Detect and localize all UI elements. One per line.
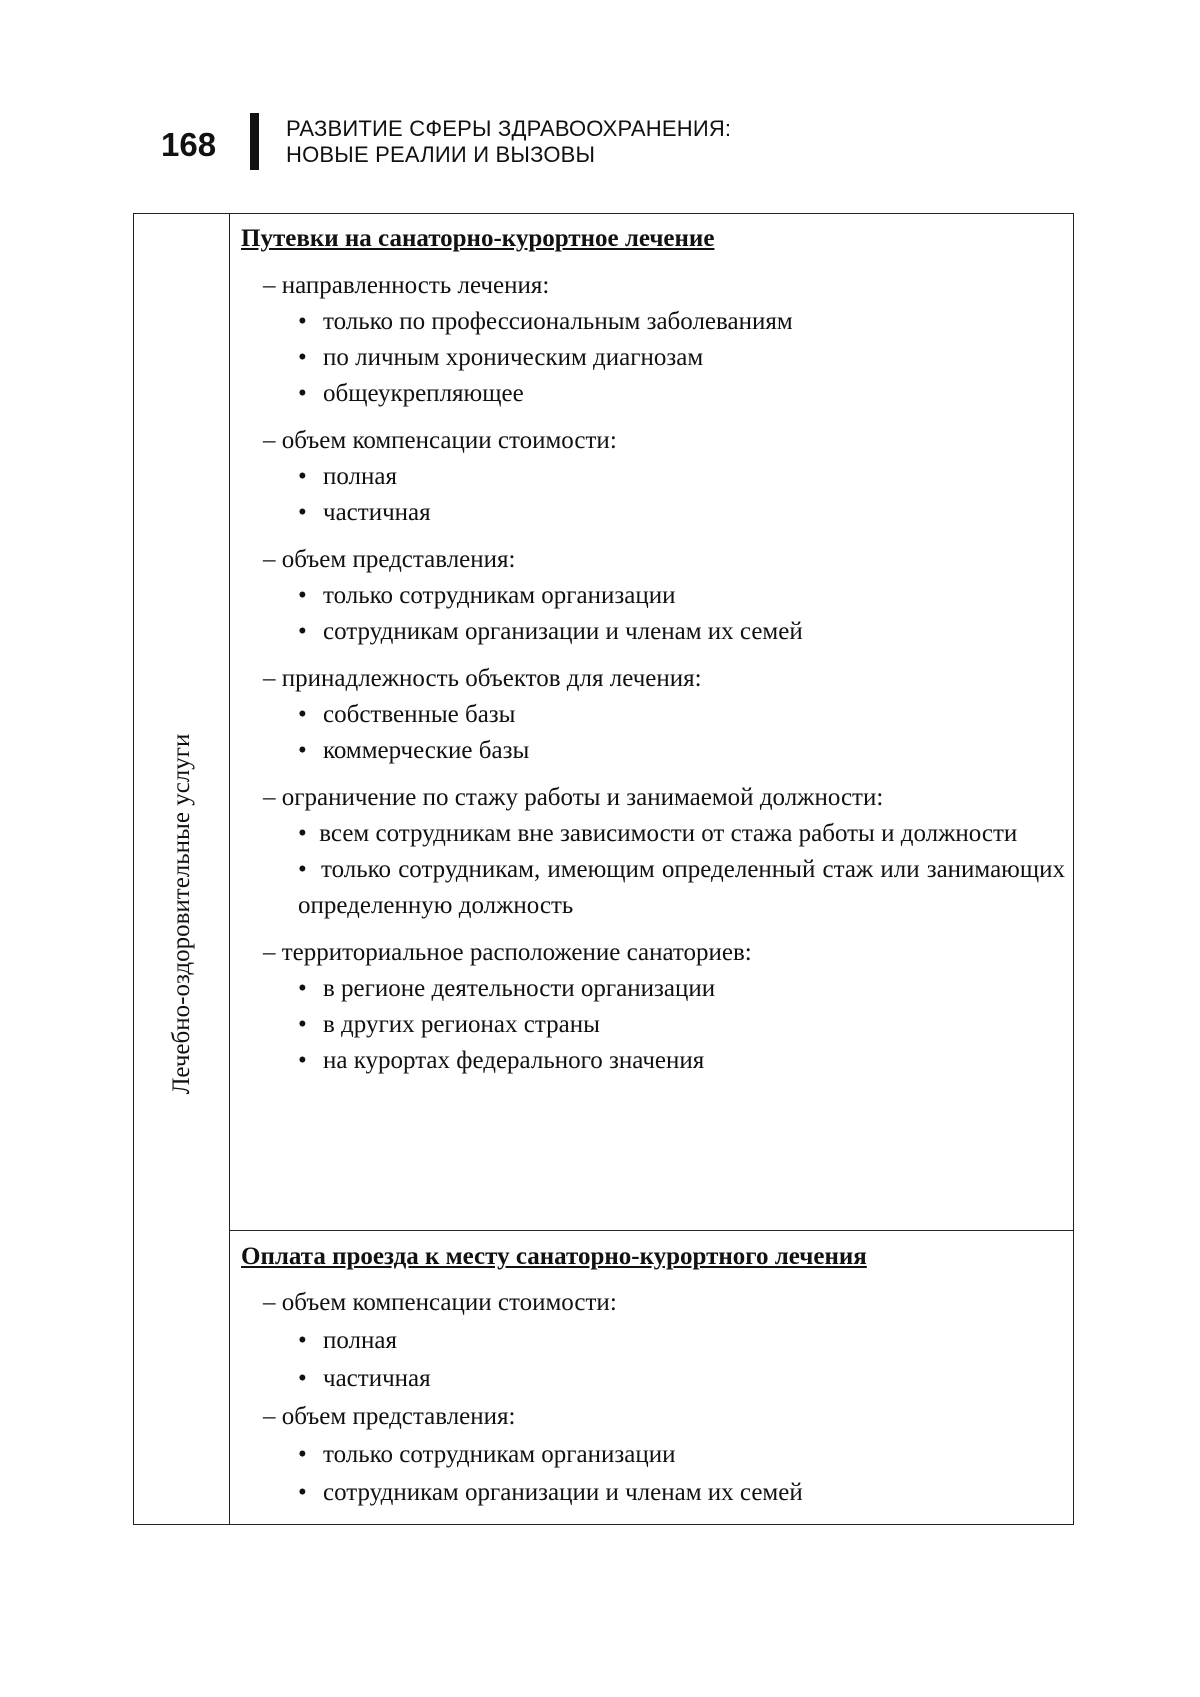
option-text: только сотрудникам организации	[323, 1441, 676, 1468]
bullet-icon: •	[298, 380, 307, 407]
option-list	[241, 971, 1065, 1079]
option-list	[241, 1322, 1065, 1398]
option-text: полная	[323, 1327, 397, 1354]
option-item	[241, 340, 1065, 376]
criterion-group	[241, 268, 1065, 412]
option-item	[241, 816, 1065, 852]
option-item	[241, 1474, 1065, 1512]
option-list	[241, 459, 1065, 531]
bullet-icon: •	[298, 618, 307, 645]
option-item	[241, 1043, 1065, 1079]
option-list	[241, 697, 1065, 769]
option-item	[241, 459, 1065, 495]
bullet-icon: •	[298, 463, 307, 490]
running-title	[286, 116, 731, 168]
bullet-icon: •	[298, 1441, 307, 1468]
criterion-group	[241, 1284, 1065, 1398]
option-list	[241, 816, 1065, 924]
option-text: собственные базы	[323, 701, 516, 728]
row-divider	[230, 1230, 1073, 1231]
criterion-group	[241, 542, 1065, 650]
option-item	[241, 495, 1065, 531]
section-groups	[241, 268, 1065, 1079]
option-text: только сотрудникам организации	[323, 582, 676, 609]
criterion-label: – территориальное расположение санаториев:	[263, 939, 752, 966]
option-text: на курортах федерального значения	[323, 1047, 705, 1074]
section-groups	[241, 1284, 1065, 1512]
criterion-label: – объем компенсации стоимости:	[263, 1289, 617, 1316]
option-item	[241, 614, 1065, 650]
bullet-icon: •	[298, 1365, 307, 1392]
option-item	[241, 1007, 1065, 1043]
section-travel-payment	[241, 1242, 1065, 1512]
bullet-icon: •	[298, 582, 307, 609]
option-text: • всем сотрудникам вне зависимости от стажа работы и должности	[298, 816, 1065, 852]
option-text: в других регионах страны	[323, 1011, 600, 1038]
option-text: в регионе деятельности организации	[323, 975, 716, 1002]
criterion-label: – принадлежность объектов для лечения:	[263, 665, 702, 692]
option-text: частичная	[323, 1365, 431, 1392]
criterion-group	[241, 780, 1065, 924]
page-header	[0, 0, 1200, 200]
criterion-group	[241, 1398, 1065, 1512]
option-item	[241, 971, 1065, 1007]
side-label: Лечебно-оздоровительные услуги	[168, 733, 195, 1095]
option-text: сотрудникам организации и членам их семей	[323, 618, 803, 645]
bullet-icon: •	[298, 308, 307, 335]
option-item	[241, 733, 1065, 769]
option-text: коммерческие базы	[323, 737, 530, 764]
criterion-label: – направленность лечения:	[263, 272, 550, 299]
section-title: Путевки на санаторно-курортное лечение	[241, 225, 715, 252]
page-number: 168	[161, 126, 217, 163]
option-text: только по профессиональным заболеваниям	[323, 308, 793, 335]
option-list	[241, 1436, 1065, 1512]
section-sanatorium-vouchers	[241, 224, 1065, 1090]
option-item	[241, 697, 1065, 733]
option-text: общеукрепляющее	[323, 380, 524, 407]
option-list	[241, 578, 1065, 650]
running-title-line-1: РАЗВИТИЕ СФЕРЫ ЗДРАВООХРАНЕНИЯ:	[286, 116, 732, 141]
running-title-line-2: НОВЫЕ РЕАЛИИ И ВЫЗОВЫ	[286, 142, 596, 167]
option-text: полная	[323, 463, 397, 490]
option-item	[241, 304, 1065, 340]
bullet-icon: •	[298, 975, 307, 1002]
criterion-label: – объем представления:	[263, 1403, 516, 1430]
side-column	[134, 214, 230, 1524]
header-divider-bar	[250, 113, 259, 170]
bullet-icon: •	[298, 1011, 307, 1038]
criterion-label: – ограничение по стажу работы и занимаемой должности:	[263, 784, 884, 811]
bullet-icon: •	[298, 701, 307, 728]
criterion-group	[241, 661, 1065, 769]
option-text: частичная	[323, 499, 431, 526]
option-item	[241, 1322, 1065, 1360]
option-item	[241, 1360, 1065, 1398]
criterion-label: – объем представления:	[263, 546, 516, 573]
criterion-group	[241, 423, 1065, 531]
criterion-group	[241, 935, 1065, 1079]
bullet-icon: •	[298, 1047, 307, 1074]
option-item	[241, 1436, 1065, 1474]
bullet-icon: •	[298, 1327, 307, 1354]
option-item	[241, 578, 1065, 614]
bullet-icon: •	[298, 499, 307, 526]
criterion-label: – объем компенсации стоимости:	[263, 427, 617, 454]
option-item	[241, 852, 1065, 924]
option-list	[241, 304, 1065, 412]
bullet-icon: •	[298, 1479, 307, 1506]
option-text: по личным хроническим диагнозам	[323, 344, 704, 371]
bullet-icon: •	[298, 344, 307, 371]
section-title: Оплата проезда к месту санаторно-курортного лечения	[241, 1243, 867, 1270]
option-text: • только сотрудникам, имеющим определенный стаж или занимающих определенную должность	[298, 852, 1065, 924]
option-item	[241, 376, 1065, 412]
option-text: сотрудникам организации и членам их семей	[323, 1479, 803, 1506]
services-table	[133, 213, 1074, 1525]
bullet-icon: •	[298, 737, 307, 764]
